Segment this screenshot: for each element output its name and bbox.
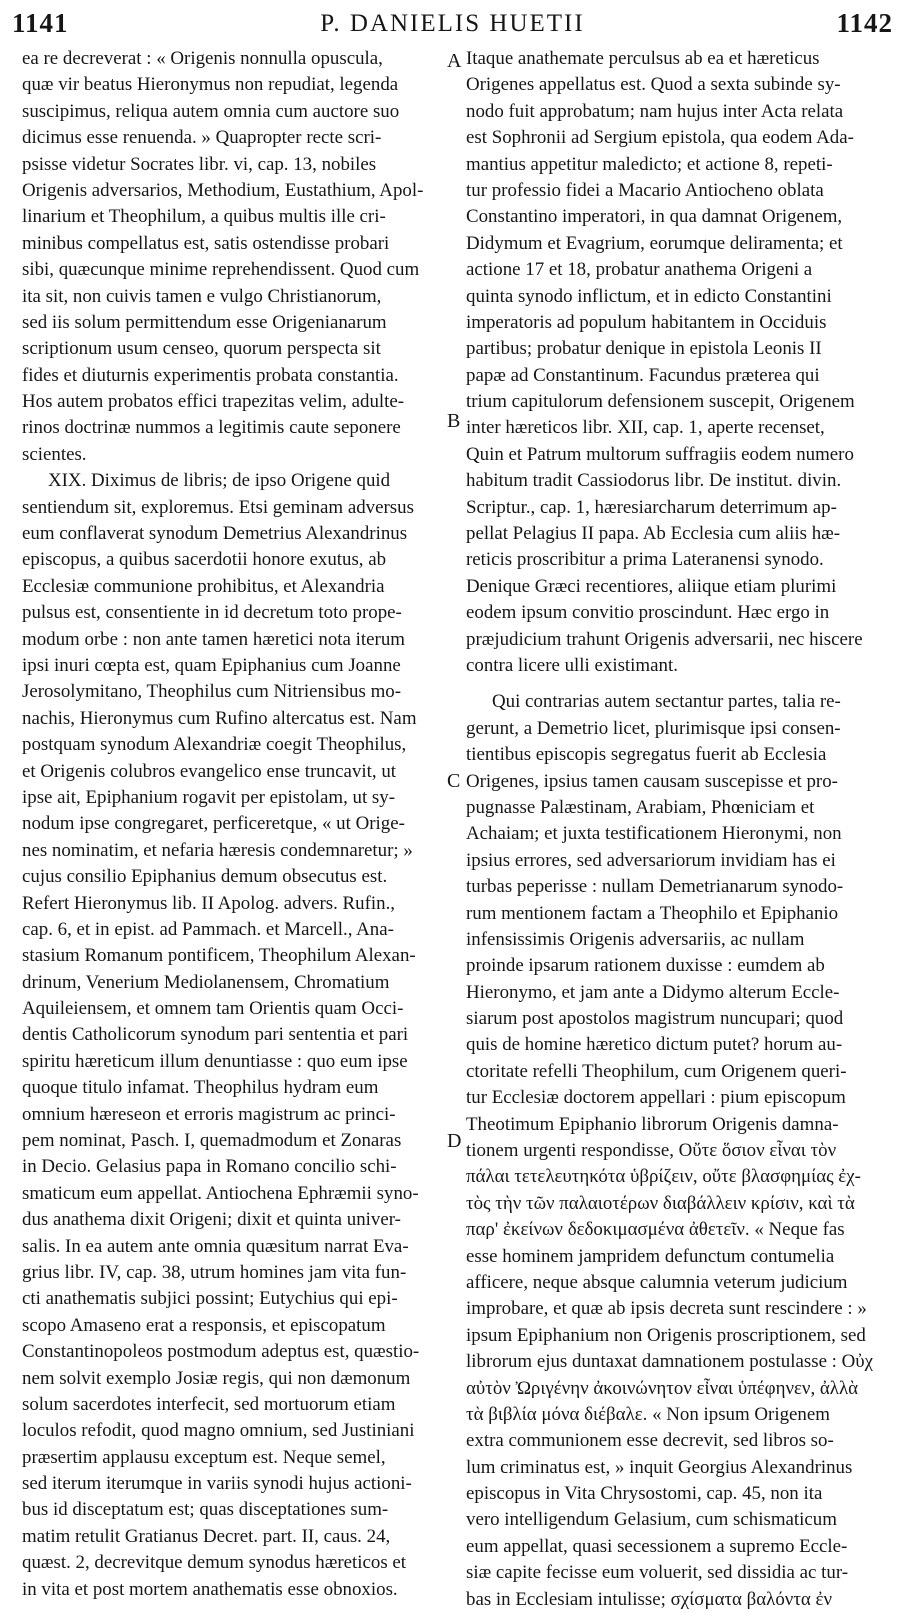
margin-letter-c: C [447, 770, 461, 792]
text-line: Constantinopoleos postmodum adeptus est, quæstio- [22, 1341, 420, 1363]
text-line: nachis, Hieronymus cum Rufino altercatus est. Nam [22, 707, 417, 729]
text-line: rum mentionem factam a Theophilo et Epiphanio [466, 902, 839, 924]
text-line: mantius appetitur maledicto; et actione 8, repeti- [466, 153, 833, 175]
text-line: τὰ βιβλία μόνα διέβαλε. « Non ipsum Origenem [466, 1403, 830, 1425]
text-line: nodo fuit approbatum; nam hujus inter Acta relata [466, 100, 844, 122]
text-line: modum orbe : non ante tamen hæretici nota iterum [22, 628, 405, 650]
text-line: fides et diuturnis experimentis probata constantia. [22, 364, 399, 386]
text-line: salis. In ea autem ante omnia quæsitum narrat Eva- [22, 1235, 409, 1257]
text-line: Aquileiensem, et omnem tam Orientis quam Occi- [22, 998, 404, 1020]
text-line: Hieronymo, et jam ante a Didymo alterum Eccle- [466, 981, 840, 1003]
page-number-right: 1142 [836, 8, 893, 38]
text-line: quæst. 2, decrevitque demum synodus hæreticos et [22, 1552, 407, 1574]
text-line: quinta synodo inflictum, et in edicto Constantini [466, 285, 832, 307]
text-line: librorum ejus duntaxat damnationem postulasse : Οὐχ [466, 1351, 874, 1373]
text-line: dentis Catholicorum synodum pari sententia et pari [22, 1024, 409, 1046]
text-line: episcopus, a quibus sacerdotii honore exutus, ab [22, 549, 387, 571]
text-line: scopo Amaseno erat a responsis, et episcopatum [22, 1314, 386, 1336]
text-line: loculos refodit, quod magno omnium, sed Justiniani [22, 1420, 415, 1442]
text-line: actione 17 et 18, probatur anathema Origeni a [466, 259, 813, 281]
text-line: vero intelligendum Gelasium, cum schismaticum [466, 1509, 837, 1531]
text-line: minibus compellatus est, satis ostendisse probari [22, 232, 390, 254]
text-line: improbare, et quæ ab ipsis decreta sunt rescindere : » [466, 1298, 867, 1320]
text-line: bas in Ecclesiam intulisse; σχίσματα βαλόντα ἐν [466, 1588, 833, 1610]
text-line: et Origenis colubros evangelico ense truncavit, ut [22, 760, 397, 782]
text-line: ctoritate refelli Theophilum, cum Origenem queri- [466, 1060, 847, 1082]
text-line: eum appellat, quasi secessionem a supremo Eccle- [466, 1535, 848, 1557]
text-line: pellat Pelagius II papa. Ab Ecclesia cum aliis hæ- [466, 523, 841, 545]
text-line: lum criminatus est, » inquit Georgius Alexandrinus [466, 1456, 853, 1478]
text-line: XIX. Diximus de libris; de ipso Origene quid [48, 470, 391, 492]
text-line: ipsum Epiphanium non Origenis proscriptionem, sed [466, 1324, 866, 1346]
text-line: sibi, quæcunque minime reprehendissent. Quod cum [22, 259, 420, 281]
text-line: esse hominem jampridem defunctum contumelia [466, 1245, 835, 1267]
page-number-left: 1141 [12, 8, 69, 38]
text-line: Theotimum Epiphanio librorum Origenis damna- [466, 1113, 839, 1135]
text-line: Itaque anathemate perculsus ab ea et hæreticus [466, 48, 820, 69]
text-line: sed iterum iterumque in variis synodi hujus actioni- [22, 1473, 412, 1495]
text-line: tur Ecclesiæ doctorem appellari : pium episcopum [466, 1087, 846, 1109]
text-line: Origenes appellatus est. Quod a sexta subinde sy- [466, 74, 841, 96]
text-line: sed iis solum permittendum esse Origenianarum [22, 311, 387, 333]
text-line: ita sit, non cuivis tamen e vulgo Christianorum, [22, 285, 382, 307]
text-line: episcopus in Vita Chrysostomi, cap. 45, non ita [466, 1483, 823, 1505]
text-line: reticis proscribitur a prima Lateranensi synodo. [466, 549, 824, 571]
text-line: tientibus episcopis segregatus fuerit ab Ecclesia [466, 744, 827, 766]
text-line: stasium Romanum pontificem, Theophilum Alexan- [22, 945, 416, 967]
running-title: P. DANIELIS HUETII [320, 10, 585, 37]
text-line: spiritu hæreticum illum denuntiasse : quo eum ipse [22, 1050, 408, 1072]
text-line: cujus consilio Epiphanius demum obsecutus est. [22, 866, 388, 888]
text-line: contra licere ulli existimant. [466, 654, 678, 676]
text-line: αὐτὸν Ὠριγένην ἀκοινώνητον εἶναι ὑπέφηνεν, ἀλλὰ [466, 1377, 859, 1399]
text-line: rinos doctrinæ nummos a legitimis caute seponere [22, 417, 401, 439]
text-line: ipse ait, Epiphanium rogavit per epistolam, ut sy- [22, 786, 396, 808]
text-line: est Sophronii ad Sergium epistola, qua eodem Ada- [466, 127, 854, 149]
text-line: habitum tradit Cassiodorus libr. De institut. divin. [466, 470, 842, 492]
text-line: siarum post apostolos magistrum nuncupari; quod [466, 1008, 844, 1030]
left-text-column [22, 46, 444, 1603]
text-line: psisse videtur Socrates libr. vi, cap. 13, nobiles [22, 153, 377, 175]
text-line: smaticum eum appellat. Antiochena Ephræmii syno- [22, 1182, 419, 1204]
text-line: dicimus esse renuenda. » Quapropter recte scri- [22, 127, 382, 149]
text-line: turbas peperisse : nullam Demetrianarum synodo- [466, 876, 844, 898]
text-line: præjudicium trahunt Origenis adversarii, nec hiscere [466, 628, 863, 650]
text-line: sentiendum sit, exploremus. Etsi geminam adversus [22, 496, 414, 518]
text-line: partibus; probatur denique in epistola Leonis II [466, 338, 822, 360]
text-line: Origenis adversarios, Methodium, Eustathium, Apol- [22, 179, 424, 201]
text-line: nem solvit exemplo Josiæ regis, qui non dæmonum [22, 1367, 411, 1389]
text-line: drinum, Venerium Mediolanensem, Chromatium [22, 971, 390, 993]
text-line: Ecclesiæ communione prohibitus, et Alexandria [22, 575, 385, 597]
margin-letter-b: B [447, 410, 461, 432]
text-line: quis de homine hæretico dictum putet? horum au- [466, 1034, 843, 1056]
text-line: eodem ipsum convitio proscindunt. Hæc ergo in [466, 602, 830, 624]
text-line: pugnasse Palæstinam, Arabiam, Phœniciam et [466, 796, 815, 818]
text-line: Hos autem probatos effici trapezitas velim, adulte- [22, 391, 405, 413]
text-line: πάλαι τετελευτηκότα ὑβρίζειν, οὔτε βλασφημίας ἐχ- [466, 1166, 861, 1188]
text-line: trium capitulorum defensionem suscepit, Origenem [466, 391, 855, 413]
text-line: Jerosolymitano, Theophilus cum Nitriensibus mo- [22, 681, 402, 703]
text-line: bus id disceptatum est; quas disceptationes sum- [22, 1499, 389, 1521]
text-line: tionem urgenti respondisse, Οὔτε ὅσιον εἶναι τὸν [466, 1140, 837, 1162]
text-line: suscipimus, reliqua autem omnia cum auctore suo [22, 100, 400, 122]
text-line: in Decio. Gelasius papa in Romano concilio schi- [22, 1156, 397, 1178]
text-line: nes nominatim, et nefaria hæresis condemnaretur; » [22, 839, 413, 861]
text-line: pulsus est, consentiente in id decretum toto prope- [22, 602, 402, 624]
text-line: Constantino imperatori, in qua damnat Origenem, [466, 206, 843, 228]
text-line: proinde ipsarum rationem duxisse : eumdem ab [466, 955, 825, 977]
text-line: gerunt, a Demetrio licet, plurimisque ipsi consen- [466, 717, 841, 739]
text-line: quæ vir beatus Hieronymus non repudiat, legenda [22, 74, 399, 96]
text-line: Didymum et Evagrium, eorumque deliramenta; et [466, 232, 843, 254]
text-line: ea re decreverat : « Origenis nonnulla opuscula, [22, 48, 383, 69]
text-line: imperatoris ad populum habitantem in Occiduis [466, 311, 827, 333]
text-line: nodum ipse congregaret, perficeretque, « ut Orige- [22, 813, 405, 835]
text-line: παρ' ἐκείνων δεδοκιμασμένα ἀθετεῖν. « Neque fas [466, 1219, 845, 1241]
text-line: grius libr. IV, cap. 38, utrum homines jam vita fun- [22, 1261, 407, 1283]
text-line: matim retulit Gratianus Decret. part. II, caus. 24, [22, 1525, 391, 1547]
text-line: dus anathema dixit Origeni; dixit et quinta univer- [22, 1209, 401, 1231]
text-line: scriptionum usum censeo, quorum perspecta sit [22, 338, 381, 360]
text-line: ipsius errores, sed adversariorum invidiam has ei [466, 849, 836, 871]
running-header [0, 6, 905, 46]
text-line: infensissimis Origenis adversariis, ac nullam [466, 928, 805, 950]
text-line: cap. 6, et in epist. ad Pammach. et Marcell., Ana- [22, 918, 394, 940]
margin-letter-a: A [447, 50, 462, 72]
text-line: tur professio fidei a Macario Antiocheno oblata [466, 179, 824, 201]
text-line: Denique Græci recentiores, aliique etiam plurimi [466, 575, 837, 597]
text-line: linarium et Theophilum, a quibus multis ille cri- [22, 206, 386, 228]
text-line: siæ capite fecisse eum voluerit, sed dissidia ac tur- [466, 1562, 849, 1584]
paragraph-gap [466, 679, 886, 689]
text-line: Scriptur., cap. 1, hæresiarcharum deterrimum ap- [466, 496, 837, 518]
margin-letter-d: D [447, 1130, 462, 1152]
text-line: Origenes, ipsius tamen causam suscepisse et pro- [466, 770, 838, 792]
right-text-column [466, 46, 886, 1613]
text-line: scientes. [22, 443, 87, 465]
text-line: cti anathematis subjici possint; Eutychius qui epi- [22, 1288, 398, 1310]
text-line: eum conflaverat synodum Demetrius Alexandrinus [22, 523, 408, 545]
text-line: in vita et post mortem anathematis esse obnoxios. [22, 1578, 398, 1600]
text-line: præsertim applausu exceptum est. Neque semel, [22, 1446, 386, 1468]
text-line: Refert Hieronymus lib. II Apolog. advers. Rufin., [22, 892, 396, 914]
text-line: solum sacerdotes interfecit, sed mortuorum etiam [22, 1393, 396, 1415]
text-line: omnium hæreseon et erroris magistrum ac princi- [22, 1103, 396, 1125]
text-line: inter hæreticos libr. XII, cap. 1, aperte recenset, [466, 417, 825, 439]
text-line: afficere, neque absque calumnia veterum judicium [466, 1271, 848, 1293]
text-line: ipsi inuri cœpta est, quam Epiphanius cum Joanne [22, 654, 401, 676]
text-line: papæ ad Constantinum. Facundus præterea qui [466, 364, 820, 386]
text-line: extra communionem esse decrevit, sed libros so- [466, 1430, 834, 1452]
text-line: pem nominat, Pasch. I, quemadmodum et Zonaras [22, 1130, 402, 1152]
text-line: τὸς τὴν τῶν παλαιοτέρων διαβάλλειν κρίσιν, καὶ τὰ [466, 1192, 855, 1214]
text-line: quoque titulo infamat. Theophilus hydram eum [22, 1077, 379, 1099]
text-line: postquam synodum Alexandriæ coegit Theophilus, [22, 734, 407, 756]
text-line: Achaiam; et juxta testificationem Hieronymi, non [466, 823, 842, 845]
text-line: Quin et Patrum multorum suffragiis eodem numero [466, 443, 854, 465]
text-line: Qui contrarias autem sectantur partes, talia re- [492, 691, 841, 713]
